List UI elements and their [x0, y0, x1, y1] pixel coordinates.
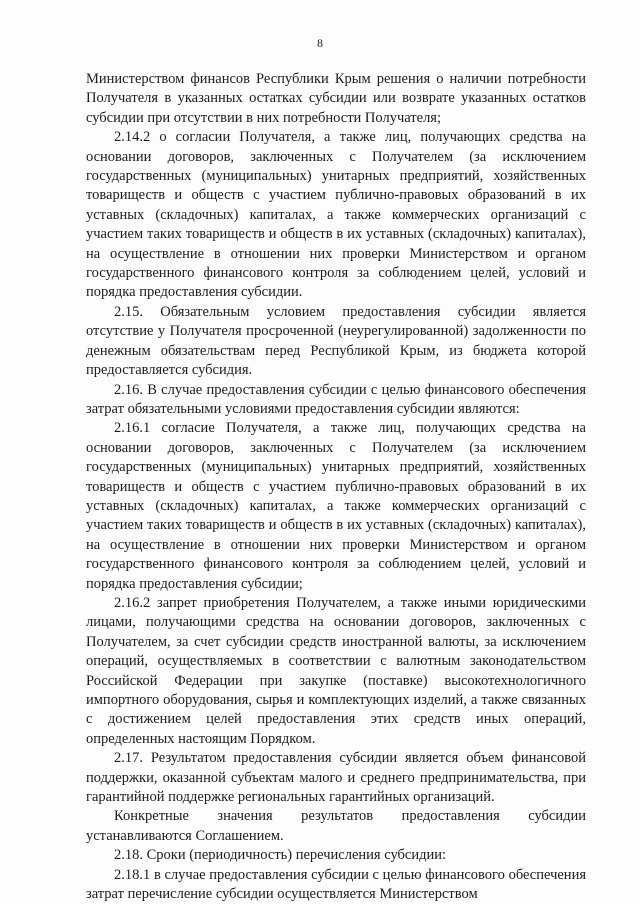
paragraph-2-14-2: 2.14.2 о согласии Получателя, а также лиц, получающих средства на основании договоров, заключенных с Получателем (за исключением государственных (муниципальных) унитарных предприятий, хозяйственных товариществ и обществ с участием публично-правовых образований в их уставных (складочных) капиталах, а также коммерческих организаций с участием таких товариществ и обществ в их уставных (складочных) капиталах), на осуществление в отношении них проверки Министерством и органом государственного финансового контроля за соблюдением целей, условий и порядка предоставления субсидии. [86, 129, 586, 301]
paragraph-results: Конкретные значения результатов предоставления субсидии устанавливаются Соглашением. [86, 808, 586, 844]
document-body [86, 70, 586, 904]
paragraph-2-18-1: 2.18.1 в случае предоставления субсидии с целью финансового обеспечения затрат перечисление субсидии осуществляется Министерством [86, 866, 586, 903]
page-number: 8 [317, 36, 323, 50]
paragraph-continuation: Министерством финансов Республики Крым решения о наличии потребности Получателя в указанных остатках субсидии или возврате указанных остатков субсидии при отсутствии в них потребности Получателя; [86, 71, 586, 126]
paragraph-2-18: 2.18. Сроки (периодичность) перечисления субсидии: [114, 847, 447, 864]
paragraph-2-16: 2.16. В случае предоставления субсидии с целью финансового обеспечения затрат обязательными условиями предоставления субсидии являются: [86, 381, 586, 417]
paragraph-2-16-1: 2.16.1 согласие Получателя, а также лиц, получающих средства на основании договоров, заключенных с Получателем (за исключением государственных (муниципальных) унитарных предприятий, хозяйственных товариществ и обществ с участием публично-правовых образований в их уставных (складочных) капиталах, а также коммерческих организаций с участием таких товариществ и обществ в их уставных (складочных) капиталах), на осуществление в отношении них проверки Министерством и органом государственного финансового контроля за соблюдением целей, условий и порядка предоставления субсидии; [86, 420, 586, 592]
paragraph-2-17: 2.17. Результатом предоставления субсидии является объем финансовой поддержки, оказанной субъектам малого и среднего предпринимательства, при гарантийной поддержке региональных гарантийных организаций. [86, 750, 586, 806]
paragraph-2-15: 2.15. Обязательным условием предоставления субсидии является отсутствие у Получателя просроченной (неурегулированной) задолженности по денежным обязательствам перед Республикой Крым, из бюджета которой предоставляется субсидия. [86, 303, 586, 379]
paragraph-2-16-2: 2.16.2 запрет приобретения Получателем, а также иными юридическими лицами, получающими средства на основании договоров, заключенных с Получателем, за счет субсидии средств иностранной валюты, за исключением операций, осуществляемых в соответствии с валютным законодательством Российской Федерации при закупке (поставке) высокотехнологичного импортного оборудования, сырья и комплектующих изделий, а также связанных с достижением целей предоставления этих средств иных операций, определенных настоящим Порядком. [86, 594, 586, 747]
